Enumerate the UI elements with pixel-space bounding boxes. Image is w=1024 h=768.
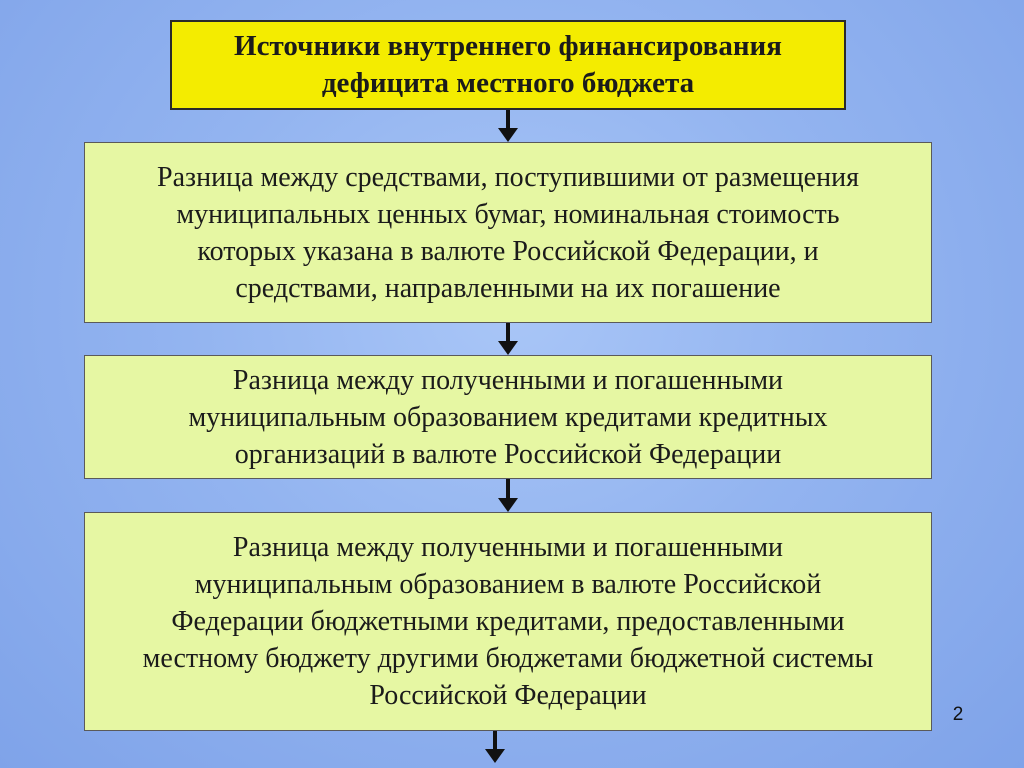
down-arrow-icon — [485, 731, 505, 768]
source-box-text: Разница между полученными и погашенными муниципальным образованием в валюте Российской Федерации бюджетными кредитами, предоставленными местному бюджету другими бюджетами бюджетной системы Российской Федерации — [142, 532, 874, 711]
source-box-text: Разница между полученными и погашенными муниципальным образованием кредитами кредитных организаций в валюте Российской Федерации — [188, 364, 828, 470]
page-number: 2 — [952, 704, 964, 725]
title-box — [170, 20, 846, 110]
source-box-bank-credits — [84, 355, 932, 479]
title-text: Источники внутреннего финансирования дефицита местного бюджета — [234, 30, 782, 99]
source-box-securities — [84, 142, 932, 323]
source-box-text: Разница между средствами, поступившими от размещения муниципальных ценных бумаг, номинальная стоимость которых указана в валюте Российской Федерации, и средствами, направленными на их погашение — [157, 161, 859, 304]
source-box-budget-credits — [84, 512, 932, 731]
down-arrow-icon — [498, 110, 518, 142]
down-arrow-icon — [498, 323, 518, 355]
down-arrow-icon — [498, 479, 518, 512]
